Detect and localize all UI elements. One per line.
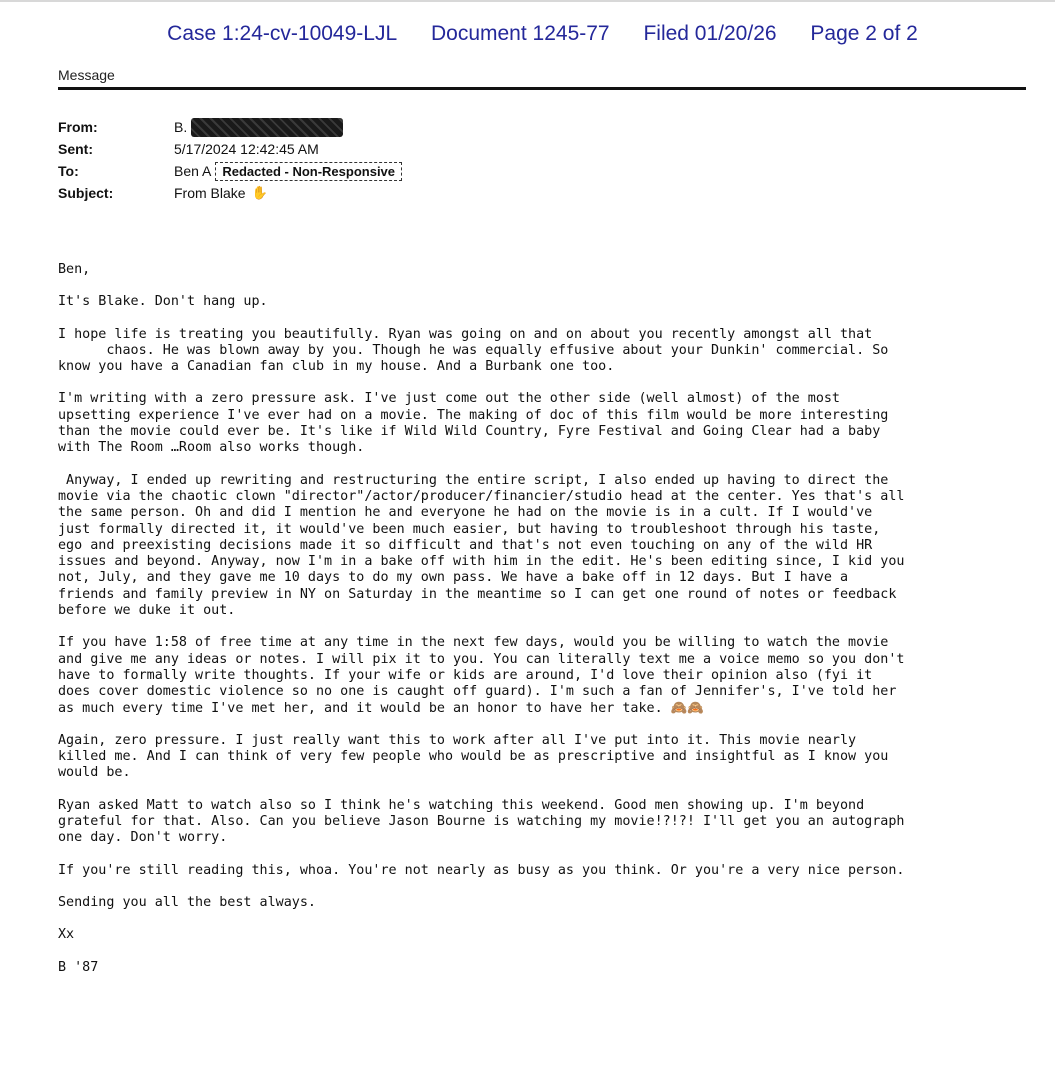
waving-hand-icon: ✋: [251, 185, 268, 200]
sent-value: 5/17/2024 12:42:45 AM: [174, 141, 319, 157]
from-row: [58, 116, 402, 138]
signature: B '87: [58, 959, 99, 975]
sent-row: [58, 138, 402, 160]
sent-label: Sent:: [58, 141, 93, 157]
paragraph-5: Again, zero pressure. I just really want this to work after all I've put into it. This movie nearly killed me. And I can think of very few people who would be as prescriptive and insightful as I know you would be.: [58, 732, 889, 781]
case-number: Case 1:24-cv-10049-LJL: [167, 22, 398, 45]
court-filing-header: [0, 22, 1055, 46]
page-count: Page 2 of 2: [810, 22, 918, 45]
message-label: Message: [58, 67, 115, 83]
to-row: [58, 160, 402, 182]
paragraph-6: Ryan asked Matt to watch also so I think he's watching this weekend. Good men showing up. I'm beyond grateful for that. Also. Can you believe Jason Bourne is watching my movie!?!?! I'll get you an autograph one day. Don't worry.: [58, 797, 905, 846]
closing-line: Sending you all the best always.: [58, 894, 316, 910]
header-divider: [58, 87, 1026, 90]
greeting: Ben,: [58, 262, 91, 277]
kisses: Xx: [58, 927, 75, 943]
paragraph-7: If you're still reading this, whoa. You're not nearly as busy as you think. Or you're a very nice person.: [58, 862, 905, 878]
to-label: To:: [58, 163, 79, 179]
email-metadata: [58, 116, 402, 204]
page-top-border: [0, 0, 1055, 2]
subject-row: [58, 182, 402, 204]
document-number: Document 1245-77: [430, 22, 610, 45]
redaction-block: [191, 118, 343, 137]
email-body: [58, 262, 1033, 992]
from-value: B.: [174, 119, 188, 135]
redaction-label: Redacted - Non-Responsive: [215, 162, 402, 181]
paragraph-4: If you have 1:58 of free time at any time in the next few days, would you be willing to watch the movie and give me any ideas or notes. I will pix it to you. You can literally text me a voice memo so you don't have to formally write thoughts. If your wife or kids are around, I'd love their opinion also (fyi it does cover domestic violence so no one is caught off guard). I'm such a fan of Jennifer's, I've told her as much every time I've met her, and it would be an honor to have her take. 🙈🙈: [58, 635, 905, 716]
subject-label: Subject:: [58, 185, 114, 201]
paragraph-3: Anyway, I ended up rewriting and restructuring the entire script, I also ended up having to direct the movie via the chaotic clown "director"/actor/producer/financier/studio head at the center. Yes that's all the same person. Oh and did I mention he and everyone he had on the movie is in a cult. If I would've just formally directed it, it would've been much easier, but having to troubleshoot through his taste, ego and preexisting decisions made it so difficult and that's not even touching on any of the wild HR issues and beyond. Anyway, now I'm in a bake off with him in the edit. He's been editing since, I kid you not, July, and they gave me 10 days to do my own pass. We have a bake off in 12 days. But I have a friends and family preview in NY on Saturday in the meantime so I can get one round of notes or feedback before we duke it out.: [58, 472, 905, 619]
paragraph-2: I'm writing with a zero pressure ask. I've just come out the other side (well almost) of the most upsetting experience I've ever had on a movie. The making of doc of this film would be more interesting than the movie could ever be. It's like if Wild Wild Country, Fyre Festival and Going Clear had a baby with The Room …Room also works though.: [58, 391, 889, 456]
paragraph-1: I hope life is treating you beautifully. Ryan was going on and on about you recently amongst all that chaos. He was blown away by you. Though he was equally effusive about your Dunkin' commercial. So know you have a Canadian fan club in my house. And a Burbank one too.: [58, 326, 889, 375]
to-value: Ben A: [174, 163, 212, 179]
subject-value: From Blake: [174, 185, 246, 201]
filed-date: Filed 01/20/26: [643, 22, 777, 45]
intro-line: It's Blake. Don't hang up.: [58, 294, 268, 310]
from-label: From:: [58, 119, 98, 135]
